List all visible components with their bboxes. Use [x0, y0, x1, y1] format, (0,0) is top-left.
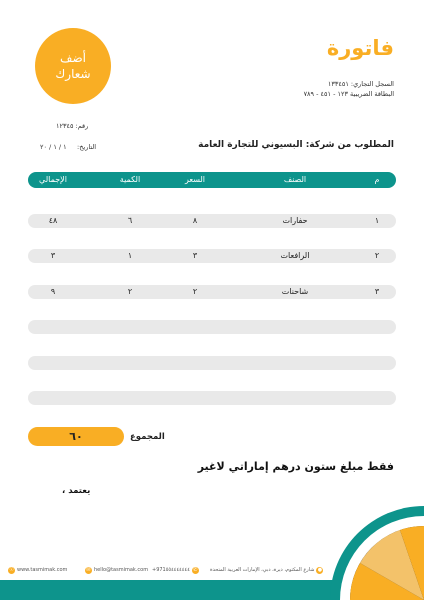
- requested-from: المطلوب من شركة: البسيوني للتجارة العامة: [198, 140, 394, 150]
- date-label: التاريخ:: [77, 143, 97, 151]
- email-link[interactable]: hello@tasmimak.com: [94, 567, 149, 573]
- row-2-total: ٣: [50, 251, 56, 260]
- empty-row: [28, 391, 396, 405]
- logo-placeholder: [35, 28, 111, 104]
- col-price-header: السعر: [184, 175, 206, 184]
- footer-phone: [152, 565, 199, 575]
- row-2-num: ٢: [374, 251, 380, 260]
- empty-row: [28, 320, 396, 334]
- address-text: شارع المكتوم، ديرة، دبي، الإمارات العربية المتحدة: [210, 567, 315, 573]
- row-1-total: ٤٨: [48, 216, 58, 225]
- row-1-price: ٨: [192, 216, 198, 225]
- row-3-num: ٣: [374, 287, 380, 296]
- amount-in-words: فقط مبلغ ستون درهم إماراتي لاغير: [197, 460, 394, 473]
- col-total-header: الإجمالي: [39, 175, 67, 184]
- row-2-price: ٣: [192, 251, 198, 260]
- footer-bar: [0, 580, 424, 600]
- website-link[interactable]: www.tasmimak.com: [17, 567, 68, 573]
- phone-text: +971٥٥٤٤٤٤٤٤٤: [152, 567, 190, 573]
- row-2-item: الرافعات: [280, 251, 310, 260]
- row-3-qty: ٢: [127, 287, 133, 296]
- row-3-price: ٢: [192, 287, 198, 296]
- row-3-total: ٩: [50, 287, 56, 296]
- col-num-header: م: [374, 175, 380, 184]
- invoice-title: فاتورة: [326, 36, 394, 60]
- tax-card: البطاقة الضريبية ١٢٣ - ٤٥١ - ٧٨٩: [303, 90, 394, 98]
- approved-by: يعتمد ،: [62, 486, 91, 496]
- commercial-register: السجل التجاري: ١٣٣٤٥١: [327, 80, 394, 88]
- location-pin-icon: ●: [317, 566, 323, 573]
- date-value: ١ / ١ / ٢٠: [40, 143, 67, 151]
- total-value: ٦٠: [28, 427, 124, 446]
- logo-line-1: أضف: [60, 51, 86, 65]
- row-3-item: شاحنات: [281, 287, 309, 296]
- footer-address: [210, 565, 323, 575]
- footer-email[interactable]: [85, 565, 148, 575]
- row-1-qty: ٦: [127, 216, 133, 225]
- col-qty-header: الكمية: [119, 175, 141, 184]
- empty-row: [28, 356, 396, 370]
- row-1-num: ١: [374, 216, 380, 225]
- footer-website[interactable]: [8, 565, 67, 575]
- phone-icon: ✆: [193, 566, 198, 573]
- email-icon: ✉: [86, 566, 91, 573]
- col-item-header: الصنف: [283, 175, 307, 184]
- total-label: المجموع: [130, 432, 165, 442]
- row-2-qty: ١: [127, 251, 133, 260]
- logo-line-2: شعارك: [55, 67, 91, 81]
- row-1-item: حفارات: [282, 216, 308, 225]
- globe-icon: ☉: [9, 566, 14, 573]
- invoice-number: رقم: ١٢٣٤٥: [56, 122, 89, 130]
